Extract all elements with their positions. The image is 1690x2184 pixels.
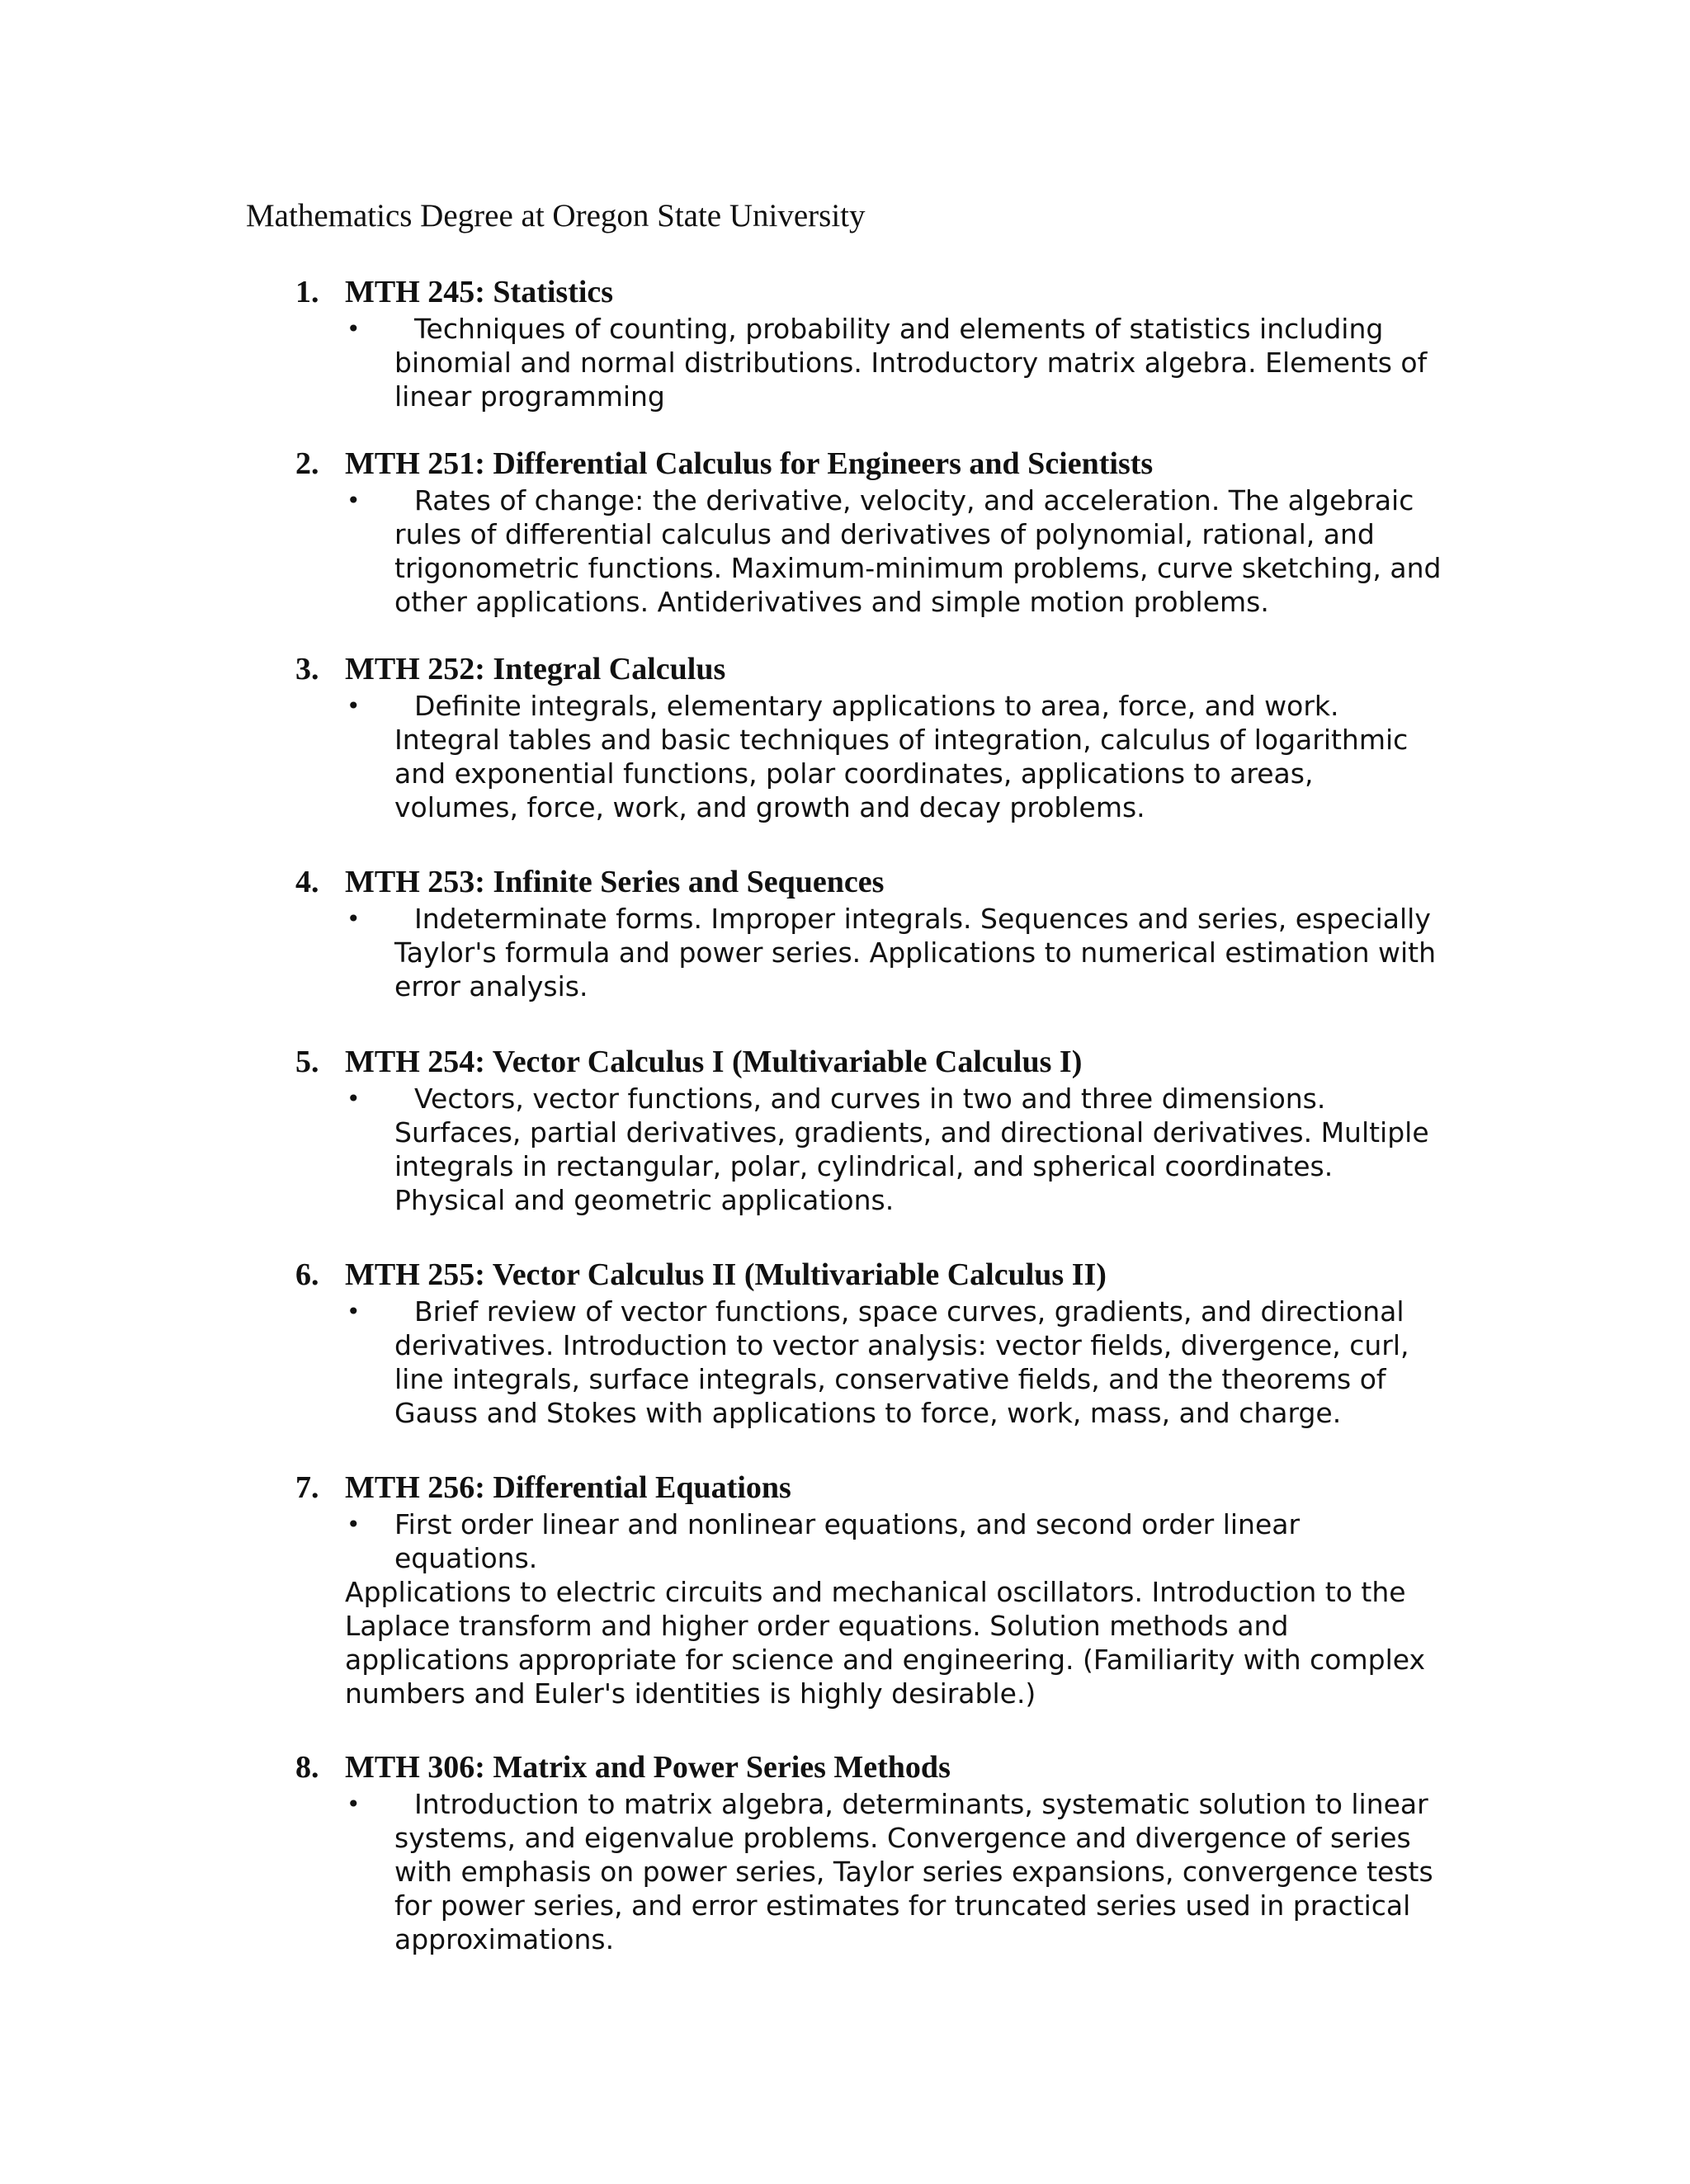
course-title: MTH 254: Vector Calculus I (Multivariable Calculus I): [345, 1045, 1083, 1079]
course-number: 3.: [295, 652, 319, 686]
course-extra-description: Applications to electric circuits and mechanical oscillators. Introduction to the Laplace transform and higher order equations. Solution methods and applications appropriate for science and engineering. (Familiarity with complex numbers and Euler's identities is highly desirable.): [345, 1576, 1425, 1710]
bullet-icon: •: [347, 692, 361, 719]
course-number: 8.: [295, 1750, 319, 1785]
course-description: Vectors, vector functions, and curves in two and three dimensions. Surfaces, partial derivatives, gradients, and directional derivatives. Multiple integrals in rectangular, polar, cylindrical, and spherical coordinates. Physical and geometric applications.: [394, 1083, 1429, 1216]
course-description: Indeterminate forms. Improper integrals. Sequences and series, especially Taylor's formula and power series. Applications to numerical estimation with error analysis.: [394, 903, 1437, 1002]
course-description: First order linear and nonlinear equations, and second order linear equations.: [394, 1508, 1301, 1574]
course-title: MTH 255: Vector Calculus II (Multivariable Calculus II): [345, 1257, 1107, 1292]
course-number: 4.: [295, 865, 319, 899]
course-title: MTH 251: Differential Calculus for Engineers and Scientists: [345, 446, 1154, 481]
course-title: MTH 306: Matrix and Power Series Methods: [345, 1750, 951, 1785]
course-title: MTH 256: Differential Equations: [345, 1470, 791, 1505]
course-title: MTH 245: Statistics: [345, 275, 614, 309]
bullet-icon: •: [347, 905, 361, 932]
course-title: MTH 252: Integral Calculus: [345, 652, 726, 686]
bullet-icon: •: [347, 1511, 361, 1538]
document-title: Mathematics Degree at Oregon State University: [246, 198, 866, 233]
course-description: Brief review of vector functions, space curves, gradients, and directional derivatives. Introduction to vector analysis: vector fields, divergence, curl, line integrals, surface integrals, conservative fields, and the theorems of Gauss and Stokes with applications to force, work, mass, and charge.: [394, 1295, 1409, 1429]
bullet-icon: •: [347, 1085, 361, 1112]
bullet-icon: •: [347, 1298, 361, 1325]
course-description: Techniques of counting, probability and elements of statistics including binomial and normal distributions. Introductory matrix algebra. Elements of linear programming: [394, 313, 1428, 413]
course-description: Introduction to matrix algebra, determinants, systematic solution to linear systems, and eigenvalue problems. Convergence and divergence of series with emphasis on power series, Taylor series expansions, convergence tests for power series, and error estimates for truncated series used in practical approximations.: [394, 1788, 1433, 1955]
course-description: Definite integrals, elementary applications to area, force, and work. Integral tables and basic techniques of integration, calculus of logarithmic and exponential functions, polar coordinates, applications to areas, volumes, force, work, and growth and decay problems.: [394, 690, 1409, 823]
course-number: 5.: [295, 1045, 319, 1079]
course-title: MTH 253: Infinite Series and Sequences: [345, 865, 885, 899]
course-description: Rates of change: the derivative, velocity, and acceleration. The algebraic rules of differential calculus and derivatives of polynomial, rational, and trigonometric functions. Maximum-minimum problems, curve sketching, and other applications. Antiderivatives and simple motion problems.: [394, 484, 1442, 618]
course-number: 7.: [295, 1470, 319, 1505]
bullet-icon: •: [347, 487, 361, 514]
course-number: 6.: [295, 1257, 319, 1292]
bullet-icon: •: [347, 315, 361, 342]
bullet-icon: •: [347, 1790, 361, 1818]
course-number: 2.: [295, 446, 319, 481]
course-number: 1.: [295, 275, 319, 309]
